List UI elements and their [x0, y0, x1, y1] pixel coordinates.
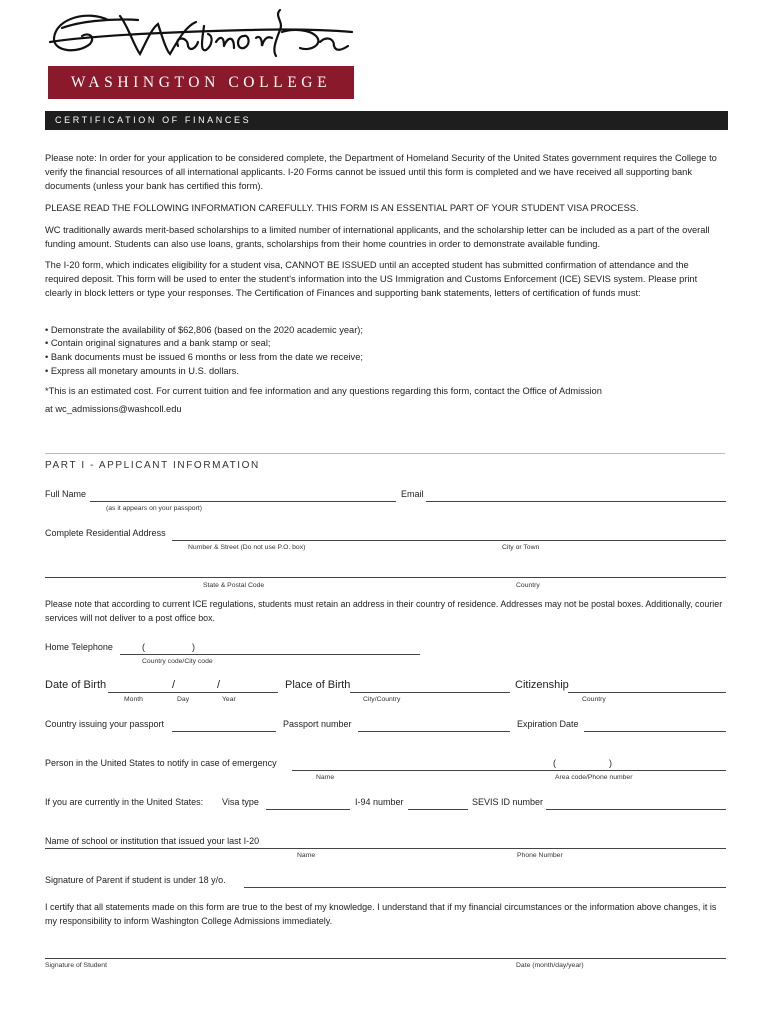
school-name-hint: Name [297, 852, 316, 859]
visa-type-field[interactable] [266, 809, 350, 810]
requirement-bullet-4: • Express all monetary amounts in U.S. dollars. [45, 366, 239, 376]
phone-paren-close: ) [192, 642, 195, 652]
previous-school-label: Name of school or institution that issued your last I-20 [45, 836, 260, 846]
requirement-bullet-1: • Demonstrate the availability of $62,806 (based on the 2020 academic year); [45, 325, 363, 335]
street-hint: Number & Street (Do not use P.O. box) [188, 544, 306, 551]
citizenship-label: Citizenship [515, 679, 569, 691]
home-telephone-field[interactable] [120, 654, 420, 655]
dob-field[interactable] [108, 692, 278, 693]
emergency-contact-field[interactable] [292, 770, 726, 771]
dob-label: Date of Birth [45, 679, 107, 691]
state-postal-hint: State & Postal Code [203, 582, 265, 589]
email-field[interactable] [426, 501, 726, 502]
country-city-code-hint: Country code/City code [142, 658, 213, 665]
estimate-note: *This is an estimated cost. For current tuition and fee information and any questions regarding this form, contact the Office of Admission [45, 386, 602, 396]
requirement-bullet-3: • Bank documents must be issued 6 months or less from the date we receive; [45, 352, 363, 362]
emergency-paren-close: ) [609, 758, 612, 768]
country-hint: Country [516, 582, 540, 589]
student-signature-field[interactable] [45, 958, 726, 959]
i20-paragraph: The I-20 form, which indicates eligibility for a student visa, CANNOT BE ISSUED until an accepted student has submitted confirmation of attendance and the required deposit. This form will be used to enter the student's information into the US Immigration and Customs Enforcement (ICE) SEVIS system. Please print clearly in block letters or type your responses. The Certification of Finances and supporting bank statements, letters of certification of funds must: [45, 260, 698, 298]
sevis-id-label: SEVIS ID number [472, 797, 544, 807]
admissions-email[interactable]: at wc_admissions@washcoll.edu [45, 404, 182, 414]
visa-type-label: Visa type [222, 797, 259, 807]
citizenship-field[interactable] [568, 692, 726, 693]
college-name-banner: WASHINGTON COLLEGE [48, 66, 354, 99]
read-carefully-notice: PLEASE READ THE FOLLOWING INFORMATION CAREFULLY. THIS FORM IS AN ESSENTIAL PART OF YOUR STUDENT VISA PROCESS. [45, 203, 639, 213]
intro-note: Please note: In order for your application to be considered complete, the Department of Homeland Security of the United States government requires the College to verify the financial resources of all international applicants. I-20 Forms cannot be issued until this form is completed and we have received all supporting bank documents (unless your bank has certified this form). [45, 153, 717, 191]
state-country-field[interactable] [45, 577, 726, 578]
certification-statement: I certify that all statements made on this form are true to the best of my knowledge. I understand that if my financial circumstances or the information above changes, it is my responsibility to inform Washington College Admissions immediately. [45, 902, 717, 926]
citizenship-country-hint: Country [582, 696, 606, 703]
student-signature-label: Signature of Student [45, 962, 107, 969]
school-phone-hint: Phone Number [517, 852, 563, 859]
street-field[interactable] [172, 540, 726, 541]
expiration-date-field[interactable] [584, 731, 726, 732]
place-of-birth-label: Place of Birth [285, 679, 351, 691]
city-hint: City or Town [502, 544, 540, 551]
passport-country-label: Country issuing your passport [45, 719, 165, 729]
parent-signature-label: Signature of Parent if student is under 18 y/o. [45, 875, 226, 885]
full-name-label: Full Name [45, 489, 87, 499]
expiration-date-label: Expiration Date [517, 719, 579, 729]
year-hint: Year [222, 696, 236, 703]
place-of-birth-field[interactable] [350, 692, 510, 693]
address-label: Complete Residential Address [45, 528, 166, 538]
passport-number-label: Passport number [283, 719, 352, 729]
passport-country-field[interactable] [172, 731, 276, 732]
day-hint: Day [177, 696, 190, 703]
signature-logo [48, 6, 354, 66]
dob-slash-1: / [172, 679, 176, 691]
if-in-us-label: If you are currently in the United States: [45, 797, 204, 807]
sevis-id-field[interactable] [546, 809, 726, 810]
i94-label: I-94 number [355, 797, 404, 807]
dob-slash-2: / [217, 679, 221, 691]
scholarship-paragraph: WC traditionally awards merit-based scholarships to a limited number of international applicants, and the scholarship letter can be included as a part of the overall funding amount. Students can also use loans, grants, scholarships from their home countries in order to demonstrate available funding. [45, 225, 710, 249]
email-label: Email [401, 489, 424, 499]
passport-number-field[interactable] [358, 731, 510, 732]
area-phone-hint: Area code/Phone number [555, 774, 633, 781]
section-divider [45, 453, 725, 454]
requirement-bullet-2: • Contain original signatures and a bank stamp or seal; [45, 338, 271, 348]
i94-field[interactable] [408, 809, 468, 810]
home-telephone-label: Home Telephone [45, 642, 113, 652]
emergency-contact-label: Person in the United States to notify in case of emergency [45, 758, 277, 768]
address-note: Please note that according to current ICE regulations, students must retain an address in their country of residence. Addresses may not be postal boxes. Additionally, courier services will not deliver to a post office box. [45, 599, 723, 623]
passport-name-hint: (as it appears on your passport) [106, 505, 202, 512]
emergency-paren-open: ( [553, 758, 556, 768]
part1-heading: PART I - APPLICANT INFORMATION [45, 460, 260, 471]
full-name-field[interactable] [90, 501, 396, 502]
city-country-hint: City/Country [363, 696, 401, 703]
emergency-name-hint: Name [316, 774, 335, 781]
phone-paren-open: ( [142, 642, 145, 652]
section-title-bar: CERTIFICATION OF FINANCES [45, 111, 728, 130]
parent-signature-field[interactable] [244, 887, 726, 888]
date-label: Date (month/day/year) [516, 962, 584, 969]
previous-school-field[interactable] [45, 848, 726, 849]
month-hint: Month [124, 696, 143, 703]
